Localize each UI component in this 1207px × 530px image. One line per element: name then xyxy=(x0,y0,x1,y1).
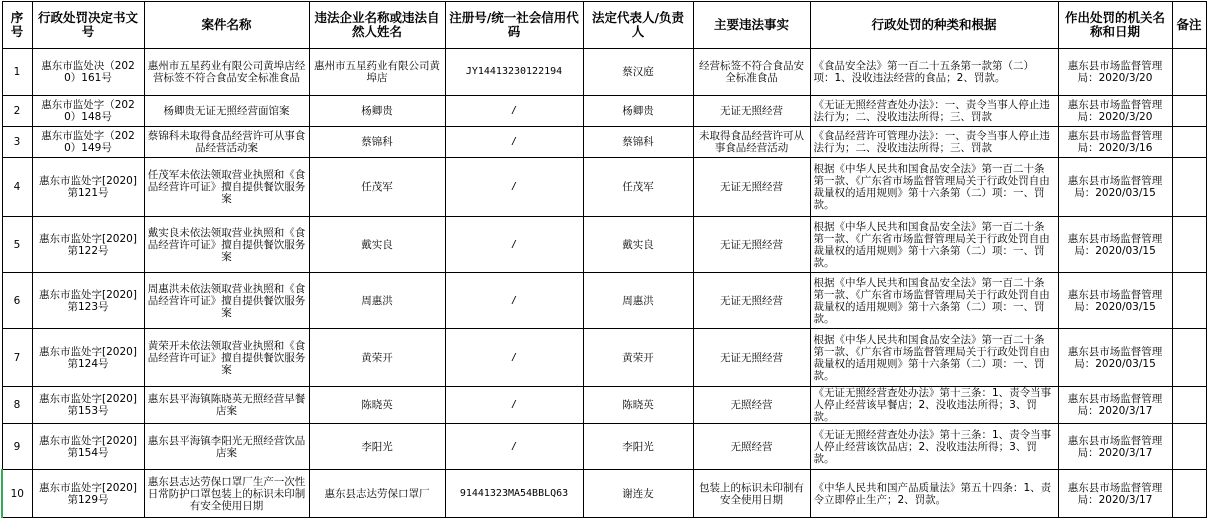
cell-case: 黄荣开未依法领取营业执照和《食品经营许可证》擅自提供餐饮服务案 xyxy=(144,329,309,387)
cell-note xyxy=(1172,470,1206,518)
header-fact: 主要违法事实 xyxy=(693,2,810,49)
cell-rep: 黄荣开 xyxy=(583,329,693,387)
cell-no: 9 xyxy=(2,424,32,470)
table-row xyxy=(2,329,1206,387)
table-row xyxy=(2,217,1206,273)
cell-case: 惠东县平海镇陈晓英无照经营早餐店案 xyxy=(144,387,309,424)
cell-reg: / xyxy=(445,127,583,158)
cell-no: 10 xyxy=(2,470,32,518)
cell-reg: 91441323MA54BBLQ63 xyxy=(445,470,583,518)
cell-basis: 《中华人民共和国产品质量法》第五十四条：1、责令立即停止生产；2、罚款。 xyxy=(810,470,1058,518)
cell-fact: 无证无照经营 xyxy=(693,217,810,273)
cell-party: 任茂军 xyxy=(309,158,445,217)
cell-doc: 惠东市监处决（2020）161号 xyxy=(32,49,144,96)
header-no: 序号 xyxy=(2,2,32,49)
penalty-table xyxy=(1,1,1207,518)
cell-rep: 杨卿贵 xyxy=(583,96,693,127)
cell-no: 5 xyxy=(2,217,32,273)
cell-basis: 《食品安全法》第一百二十五条第一款第（二）项：1、没收违法经营的食品；2、罚款。 xyxy=(810,49,1058,96)
cell-no: 6 xyxy=(2,273,32,329)
cell-rep: 蔡锦科 xyxy=(583,127,693,158)
header-case: 案件名称 xyxy=(144,2,309,49)
cell-basis: 根据《中华人民共和国食品安全法》第一百二十条第一款、《广东省市场监督管理局关于行政处罚自由裁量权的适用规则》第十六条第（二）项：一、罚款。 xyxy=(810,158,1058,217)
cell-reg: / xyxy=(445,329,583,387)
cell-party: 蔡锦科 xyxy=(309,127,445,158)
cell-party: 惠州市五星药业有限公司黄埠店 xyxy=(309,49,445,96)
table-row xyxy=(2,470,1206,518)
cell-case: 惠州市五星药业有限公司黄埠店经营标签不符合食品安全标准食品 xyxy=(144,49,309,96)
cell-doc: 惠东市监处字[2020]第121号 xyxy=(32,158,144,217)
cell-case: 蔡锦科未取得食品经营许可从事食品经营活动案 xyxy=(144,127,309,158)
cell-note xyxy=(1172,273,1206,329)
cell-fact: 包装上的标识未印制有安全使用日期 xyxy=(693,470,810,518)
cell-no: 2 xyxy=(2,96,32,127)
cell-doc: 惠东市监处字[2020]第123号 xyxy=(32,273,144,329)
cell-org: 惠东县市场监督管理局：2020/3/17 xyxy=(1058,387,1172,424)
table-row xyxy=(2,49,1206,96)
cell-no: 3 xyxy=(2,127,32,158)
cell-party: 周惠洪 xyxy=(309,273,445,329)
cell-party: 杨卿贵 xyxy=(309,96,445,127)
table-row xyxy=(2,127,1206,158)
cell-no: 8 xyxy=(2,387,32,424)
cell-org: 惠东县市场监督管理局：2020/3/16 xyxy=(1058,127,1172,158)
cell-party: 黄荣开 xyxy=(309,329,445,387)
cell-note xyxy=(1172,49,1206,96)
cell-reg: JY14413230122194 xyxy=(445,49,583,96)
cell-reg: / xyxy=(445,273,583,329)
cell-org: 惠东县市场监督管理局：2020/03/15 xyxy=(1058,158,1172,217)
cell-rep: 周惠洪 xyxy=(583,273,693,329)
cell-no: 1 xyxy=(2,49,32,96)
table-row xyxy=(2,424,1206,470)
cell-basis: 根据《中华人民共和国食品安全法》第一百二十条第一款、《广东省市场监督管理局关于行政处罚自由裁量权的适用规则》第十六条第（二）项：一、罚款。 xyxy=(810,273,1058,329)
header-org: 作出处罚的机关名称和日期 xyxy=(1058,2,1172,49)
cell-reg: / xyxy=(445,158,583,217)
header-party: 违法企业名称或违法自然人姓名 xyxy=(309,2,445,49)
cell-reg: / xyxy=(445,387,583,424)
table-row xyxy=(2,273,1206,329)
cell-fact: 经营标签不符合食品安全标准食品 xyxy=(693,49,810,96)
cell-note xyxy=(1172,217,1206,273)
cell-org: 惠东县市场监督管理局：2020/3/17 xyxy=(1058,424,1172,470)
cell-rep: 谢连友 xyxy=(583,470,693,518)
cell-doc: 惠东市监处字[2020]第122号 xyxy=(32,217,144,273)
cell-basis: 根据《中华人民共和国食品安全法》第一百二十条第一款、《广东省市场监督管理局关于行政处罚自由裁量权的适用规则》第十六条第（二）项：一、罚款。 xyxy=(810,217,1058,273)
cell-basis: 《无证无照经营查处办法》第十三条：1、责令当事人停止经营该早餐店；2、没收违法所得；3、罚款。 xyxy=(810,387,1058,424)
cell-case: 周惠洪未依法领取营业执照和《食品经营许可证》擅自提供餐饮服务案 xyxy=(144,273,309,329)
cell-note xyxy=(1172,387,1206,424)
cell-fact: 无证无照经营 xyxy=(693,96,810,127)
header-doc: 行政处罚决定书文号 xyxy=(32,2,144,49)
cell-no: 4 xyxy=(2,158,32,217)
cell-note xyxy=(1172,158,1206,217)
cell-fact: 无照经营 xyxy=(693,424,810,470)
cell-note xyxy=(1172,329,1206,387)
cell-case: 任茂军未依法领取营业执照和《食品经营许可证》擅自提供餐饮服务案 xyxy=(144,158,309,217)
cell-basis: 根据《中华人民共和国食品安全法》第一百二十条第一款、《广东省市场监督管理局关于行政处罚自由裁量权的适用规则》第十六条第（二）项：一、罚款。 xyxy=(810,329,1058,387)
cell-basis: 《无证无照经营查处办法》第十三条：1、责令当事人停止经营该饮品店；2、没收违法所得；3、罚款。 xyxy=(810,424,1058,470)
cell-basis: 《食品经营许可管理办法》：一、责令当事人停止违法行为；二、没收违法所得；三、罚款 xyxy=(810,127,1058,158)
header-row xyxy=(2,2,1206,49)
cell-doc: 惠东市监处字[2020]第129号 xyxy=(32,470,144,518)
header-basis: 行政处罚的种类和根据 xyxy=(810,2,1058,49)
cell-case: 戴实良未依法领取营业执照和《食品经营许可证》擅自提供餐饮服务案 xyxy=(144,217,309,273)
table-row xyxy=(2,387,1206,424)
cell-org: 惠东县市场监督管理局：2020/03/15 xyxy=(1058,329,1172,387)
cell-fact: 无证无照经营 xyxy=(693,329,810,387)
cell-fact: 未取得食品经营许可从事食品经营活动 xyxy=(693,127,810,158)
cell-rep: 蔡汉庭 xyxy=(583,49,693,96)
cell-doc: 惠东市监处字（2020）148号 xyxy=(32,96,144,127)
cell-org: 惠东县市场监督管理局：2020/3/17 xyxy=(1058,470,1172,518)
cell-note xyxy=(1172,96,1206,127)
cell-fact: 无照经营 xyxy=(693,387,810,424)
header-rep: 法定代表人/负责人 xyxy=(583,2,693,49)
header-note: 备注 xyxy=(1172,2,1206,49)
cell-org: 惠东县市场监督管理局：2020/3/20 xyxy=(1058,49,1172,96)
cell-fact: 无证无照经营 xyxy=(693,273,810,329)
cell-case: 惠东县平海镇李阳光无照经营饮品店案 xyxy=(144,424,309,470)
cell-no: 7 xyxy=(2,329,32,387)
table-row xyxy=(2,158,1206,217)
cell-note xyxy=(1172,127,1206,158)
cell-rep: 任茂军 xyxy=(583,158,693,217)
cell-note xyxy=(1172,424,1206,470)
header-reg: 注册号/统一社会信用代码 xyxy=(445,2,583,49)
cell-org: 惠东县市场监督管理局：2020/03/15 xyxy=(1058,273,1172,329)
cell-doc: 惠东市监处字[2020]第153号 xyxy=(32,387,144,424)
cell-doc: 惠东市监处字（2020）149号 xyxy=(32,127,144,158)
cell-reg: / xyxy=(445,96,583,127)
cell-doc: 惠东市监处字[2020]第124号 xyxy=(32,329,144,387)
cell-case: 杨卿贵无证无照经营面馆案 xyxy=(144,96,309,127)
cell-party: 戴实良 xyxy=(309,217,445,273)
table-row xyxy=(2,96,1206,127)
cell-reg: / xyxy=(445,217,583,273)
cell-doc: 惠东市监处字[2020]第154号 xyxy=(32,424,144,470)
cell-rep: 李阳光 xyxy=(583,424,693,470)
cell-fact: 无证无照经营 xyxy=(693,158,810,217)
cell-org: 惠东县市场监督管理局：2020/03/15 xyxy=(1058,217,1172,273)
cell-party: 惠东县志达劳保口罩厂 xyxy=(309,470,445,518)
cell-party: 陈晓英 xyxy=(309,387,445,424)
cell-org: 惠东县市场监督管理局：2020/3/20 xyxy=(1058,96,1172,127)
cell-case: 惠东县志达劳保口罩厂生产一次性日常防护口罩包装上的标识未印制有安全使用日期 xyxy=(144,470,309,518)
cell-rep: 陈晓英 xyxy=(583,387,693,424)
cell-party: 李阳光 xyxy=(309,424,445,470)
cell-rep: 戴实良 xyxy=(583,217,693,273)
cell-reg: / xyxy=(445,424,583,470)
cell-basis: 《无证无照经营查处办法》：一、责令当事人停止违法行为；二、没收违法所得；三、罚款 xyxy=(810,96,1058,127)
